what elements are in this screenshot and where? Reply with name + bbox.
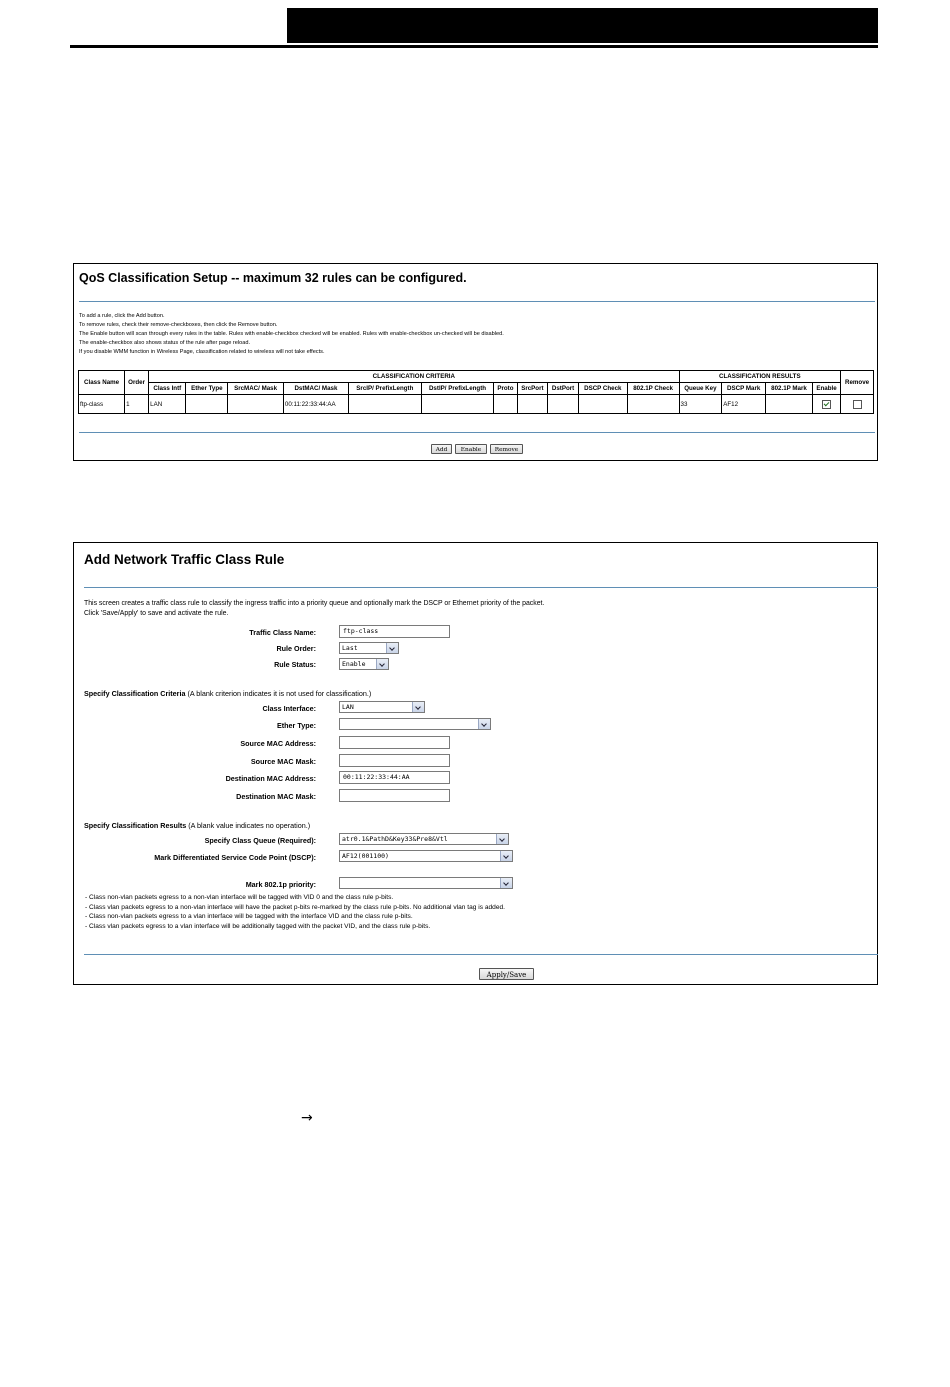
rule-status-select[interactable]	[339, 658, 389, 670]
qos-notes	[79, 312, 504, 357]
col-remove: Remove	[841, 371, 874, 395]
col-8021p-check: 802.1P Check	[627, 383, 679, 395]
cell-dst-port	[548, 395, 579, 414]
dscp-value: AF12(001100)	[342, 852, 389, 860]
tagging-note: - Class vlan packets egress to a non-vlan interface will have the packet p-bits re-marked by the class rule p-bits. No additional vlan tag is added.	[85, 903, 506, 911]
col-dst-ip: DstIP/ PrefixLength	[421, 383, 494, 395]
source-mac-label: Source MAC Address:	[240, 739, 316, 748]
header-bar	[287, 8, 878, 43]
group-classification-results: CLASSIFICATION RESULTS	[679, 371, 841, 383]
criteria-heading-bold: Specify Classification Criteria	[84, 689, 186, 698]
cell-remove	[841, 395, 874, 414]
cell-src-port	[517, 395, 548, 414]
divider	[79, 432, 875, 433]
col-dst-port: DstPort	[548, 383, 579, 395]
results-heading	[84, 821, 310, 830]
ether-type-select[interactable]	[339, 718, 491, 730]
rule-status-label: Rule Status:	[274, 660, 316, 669]
source-mac-input[interactable]	[339, 736, 450, 749]
remove-checkbox[interactable]	[853, 400, 862, 409]
remove-button[interactable]: Remove	[490, 444, 523, 454]
col-enable: Enable	[812, 383, 840, 395]
traffic-class-name-label: Traffic Class Name:	[249, 628, 316, 637]
chevron-down-icon	[412, 702, 424, 712]
class-queue-label: Specify Class Queue (Required):	[204, 836, 316, 845]
enable-button[interactable]: Enable	[455, 444, 487, 454]
cell-class-name: ftp-class	[79, 395, 125, 414]
class-interface-select[interactable]	[339, 701, 425, 713]
header-rule	[70, 45, 878, 48]
destination-mac-label: Destination MAC Address:	[225, 774, 316, 783]
divider	[84, 587, 878, 588]
col-dscp-check: DSCP Check	[578, 383, 627, 395]
destination-mac-mask-label: Destination MAC Mask:	[236, 792, 316, 801]
results-heading-note: (A blank value indicates no operation.)	[186, 821, 311, 830]
criteria-heading-note: (A blank criterion indicates it is not used for classification.)	[185, 689, 372, 698]
8021p-priority-label: Mark 802.1p priority:	[245, 880, 316, 889]
col-class-intf: Class Intf	[149, 383, 186, 395]
destination-mac-mask-input[interactable]	[339, 789, 450, 802]
note-line: The Enable button will scan through every rules in the table. Rules with enable-checkbox checked will be enabled. Rules with enable-checkbox un-checked will be disabled.	[79, 331, 504, 337]
chevron-down-icon	[500, 851, 512, 861]
cell-ether-type	[186, 395, 228, 414]
col-src-ip: SrcIP/ PrefixLength	[348, 383, 421, 395]
cell-dscp-mark: AF12	[722, 395, 766, 414]
cell-proto	[494, 395, 517, 414]
add-button[interactable]: Add	[431, 444, 452, 454]
cell-dst-ip	[421, 395, 494, 414]
col-src-port: SrcPort	[517, 383, 548, 395]
note-line: The enable-checkbox also shows status of the rule after page reload.	[79, 340, 251, 346]
dscp-select[interactable]	[339, 850, 513, 862]
note-line: To remove rules, check their remove-checkboxes, then click the Remove button.	[79, 322, 278, 328]
group-classification-criteria: CLASSIFICATION CRITERIA	[149, 371, 679, 383]
results-heading-bold: Specify Classification Results	[84, 821, 187, 830]
traffic-class-name-input[interactable]: ftp-class	[339, 625, 450, 638]
class-queue-value: atr0.1&PathD&Key33&Pre8&Vtl	[342, 835, 448, 843]
source-mac-mask-input[interactable]	[339, 754, 450, 767]
qos-rules-table	[78, 370, 874, 414]
qos-classification-panel	[73, 263, 878, 461]
rule-order-value: Last	[342, 644, 358, 652]
arrow-right-icon: →	[301, 1110, 313, 1126]
divider	[79, 301, 875, 302]
tagging-notes	[85, 893, 505, 931]
tagging-note: - Class non-vlan packets egress to a vlan interface will be tagged with the interface VID and the class rule p-bits.	[85, 913, 413, 920]
cell-class-intf: LAN	[149, 395, 186, 414]
cell-dst-mac: 00:11:22:33:44:AA	[283, 395, 348, 414]
table-group-header-row	[79, 371, 874, 383]
cell-enable	[812, 395, 840, 414]
apply-save-button[interactable]: Apply/Save	[479, 968, 534, 980]
enable-checkbox[interactable]	[822, 400, 831, 409]
intro-line: Click 'Save/Apply' to save and activate the rule.	[84, 610, 229, 617]
col-proto: Proto	[494, 383, 517, 395]
class-queue-select[interactable]	[339, 833, 509, 845]
col-ether-type: Ether Type	[186, 383, 228, 395]
rule-order-label: Rule Order:	[276, 644, 316, 653]
note-line: To add a rule, click the Add button.	[79, 313, 165, 319]
col-queue-key: Queue Key	[679, 383, 722, 395]
col-order: Order	[125, 371, 149, 395]
qos-panel-title: QoS Classification Setup -- maximum 32 rules can be configured.	[79, 271, 467, 285]
table-column-header-row	[79, 383, 874, 395]
rule-status-value: Enable	[342, 660, 366, 668]
ether-type-label: Ether Type:	[276, 721, 316, 730]
intro-line: This screen creates a traffic class rule to classify the ingress traffic into a priority queue and optionally mark the DSCP or Ethernet priority of the packet.	[84, 600, 545, 607]
chevron-down-icon	[376, 659, 388, 669]
table-row	[79, 395, 874, 414]
cell-8021p-mark	[766, 395, 813, 414]
col-dscp-mark: DSCP Mark	[722, 383, 766, 395]
cell-src-ip	[348, 395, 421, 414]
8021p-priority-select[interactable]	[339, 877, 513, 889]
col-class-name: Class Name	[79, 371, 125, 395]
col-8021p-mark: 802.1P Mark	[766, 383, 813, 395]
add-traffic-class-rule-panel	[73, 542, 878, 985]
chevron-down-icon	[386, 643, 398, 653]
class-interface-value: LAN	[342, 703, 354, 711]
cell-dscp-check	[578, 395, 627, 414]
cell-order: 1	[125, 395, 149, 414]
cell-queue-key: 33	[679, 395, 722, 414]
rule-panel-title: Add Network Traffic Class Rule	[84, 552, 285, 567]
cell-src-mac	[228, 395, 284, 414]
tagging-note: - Class vlan packets egress to a vlan interface will be additionally tagged with the packet VID, and the class rule p-bits.	[85, 922, 431, 930]
class-interface-label: Class Interface:	[262, 704, 316, 713]
rule-order-select[interactable]	[339, 642, 399, 654]
chevron-down-icon	[500, 878, 512, 888]
cell-8021p-check	[627, 395, 679, 414]
col-dst-mac: DstMAC/ Mask	[283, 383, 348, 395]
chevron-down-icon	[478, 719, 490, 729]
chevron-down-icon	[496, 834, 508, 844]
note-line: If you disable WMM function in Wireless Page, classification related to wireless will not take effects.	[79, 349, 325, 355]
criteria-heading	[84, 689, 371, 698]
destination-mac-input[interactable]: 00:11:22:33:44:AA	[339, 771, 450, 784]
col-src-mac: SrcMAC/ Mask	[228, 383, 284, 395]
divider	[84, 954, 878, 955]
dscp-label: Mark Differentiated Service Code Point (DSCP):	[154, 853, 316, 862]
source-mac-mask-label: Source MAC Mask:	[250, 757, 316, 766]
tagging-note: - Class non-vlan packets egress to a non-vlan interface will be tagged with VID 0 and the class rule p-bits.	[85, 894, 394, 901]
